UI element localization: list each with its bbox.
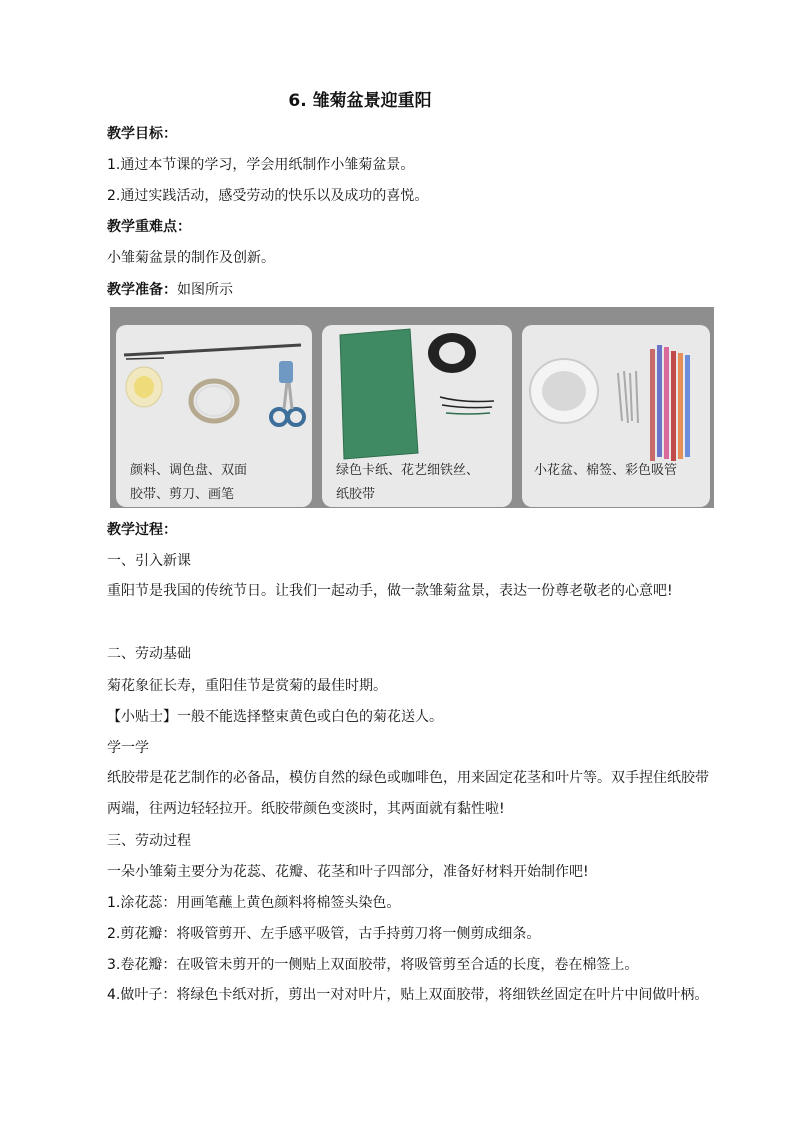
- difficulty-heading: 教学重难点：: [107, 219, 191, 235]
- straw-icon: [650, 349, 655, 461]
- goal-item-1: 1.通过本节课的学习，学会用纸制作小雏菊盆景。: [107, 157, 415, 173]
- panel-1-caption-line-2: 胶带、剪刀、画笔: [130, 487, 235, 502]
- page-title: 6. 雏菊盆景迎重阳: [288, 91, 432, 111]
- goal-item-2: 2.通过实践活动，感受劳动的快乐以及成功的喜悦。: [107, 188, 429, 204]
- section-3-heading: 三、劳动过程: [107, 833, 191, 849]
- photo-panel-1: [116, 325, 312, 507]
- process-heading: 教学过程：: [107, 522, 177, 538]
- step-3: 3.卷花瓣：在吸管未剪开的一侧贴上双面胶带，将吸管剪至合适的长度，卷在棉签上。: [107, 957, 639, 973]
- panel-2-caption-line-1: 绿色卡纸、花艺细铁丝、: [336, 463, 480, 478]
- paintbrush-icon: [124, 345, 301, 355]
- section-3-text: 一朵小雏菊主要分为花蕊、花瓣、花茎和叶子四部分，准备好材料开始制作吧!: [107, 864, 589, 880]
- panel-1-caption-line-1: 颜料、调色盘、双面: [130, 463, 248, 478]
- photo-panel-2: [322, 325, 512, 507]
- section-2-heading: 二、劳动基础: [107, 646, 191, 662]
- scissors-icon: [271, 409, 287, 425]
- step-1: 1.涂花蕊：用画笔蘸上黄色颜料将棉签头染色。: [107, 895, 401, 911]
- prep-line: [107, 280, 719, 300]
- photo-panel-3: [522, 325, 710, 507]
- cotton-swab-icon: [618, 373, 622, 421]
- section-1-heading: 一、引入新课: [107, 553, 191, 569]
- learn-heading: 学一学: [107, 740, 149, 756]
- prep-text: 如图所示: [177, 282, 233, 298]
- section-1-text: 重阳节是我国的传统节日。让我们一起动手，做一款雏菊盆景，表达一份尊老敬老的心意吧!: [107, 583, 673, 599]
- wire-icon: [440, 397, 494, 402]
- step-4: 4.做叶子：将绿色卡纸对折，剪出一对对叶片，贴上双面胶带，将细铁丝固定在叶片中间做叶柄。: [107, 987, 709, 1003]
- difficulty-text: 小雏菊盆景的制作及创新。: [107, 250, 275, 266]
- prep-heading: 教学准备：: [107, 282, 177, 298]
- green-card-icon: [340, 329, 418, 459]
- tip-text: 【小贴士】一般不能选择整束黄色或白色的菊花送人。: [107, 709, 443, 725]
- goals-heading: 教学目标：: [107, 126, 177, 142]
- step-2: 2.剪花瓣：将吸管剪开、左手感平吸管，古手持剪刀将一侧剪成细条。: [107, 926, 541, 942]
- materials-photo: [110, 307, 714, 508]
- panel-3-caption-line-1: 小花盆、棉签、彩色吸管: [534, 463, 678, 478]
- panel-2-caption-line-2: 纸胶带: [336, 487, 376, 502]
- section-2-text: 菊花象征长寿，重阳佳节是赏菊的最佳时期。: [107, 678, 387, 694]
- learn-text: 纸胶带是花艺制作的必备品，模仿自然的绿色或咖啡色，用来固定花茎和叶片等。双手捏住纸胶带两端，往两边轻轻拉开。纸胶带颜色变淡时，其两面就有黏性啦!: [107, 770, 709, 817]
